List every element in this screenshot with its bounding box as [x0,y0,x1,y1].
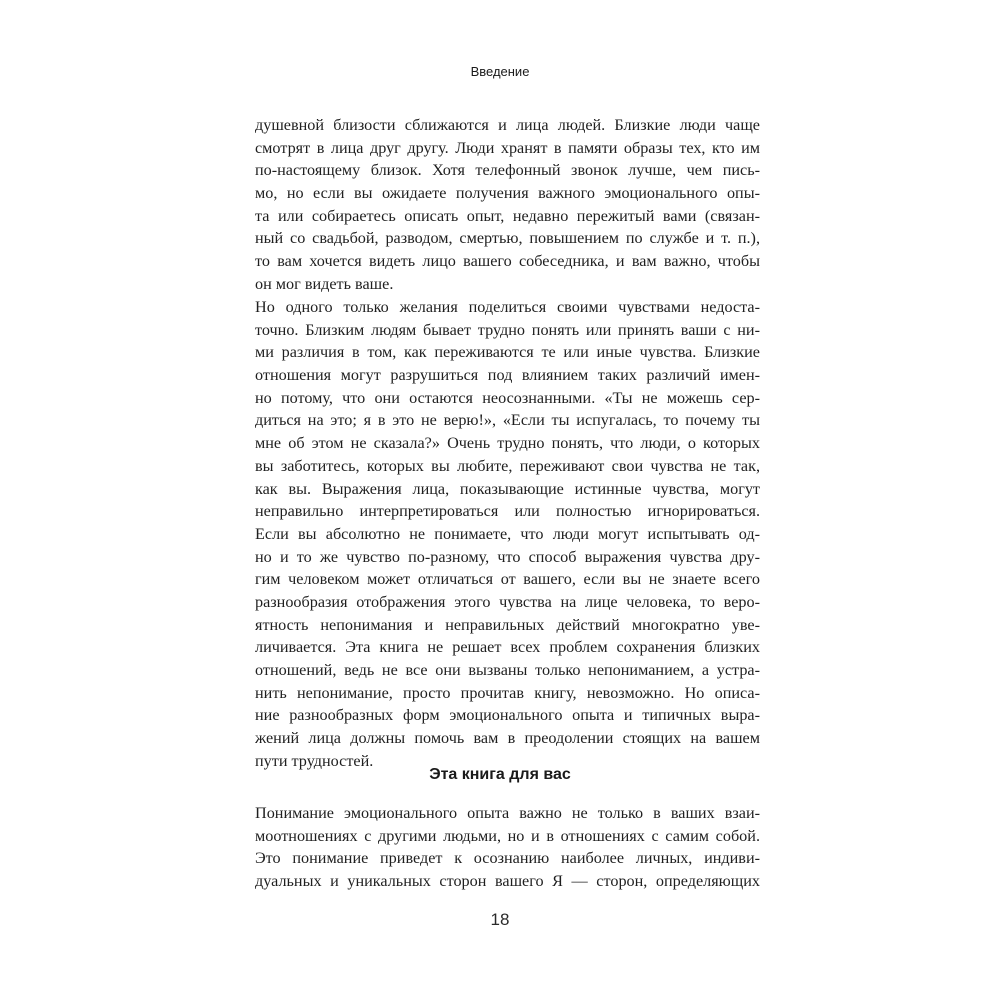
text-line: он мог видеть ваше. [255,274,394,293]
text-line: по-настоящему близок. Хотя телефонный звонок лучше, чем пись- [255,161,760,180]
text-line: душевной близости сближаются и лица людей. Близкие люди чаще [255,116,760,134]
text-line: ятность непонимания и неправильных действий многократно уве- [255,615,760,634]
text-line: мне об этом не сказала?» Очень трудно понять, что люди, о которых [255,434,760,453]
text-line: Это понимание приведет к осознанию наиболее личных, индиви- [255,849,760,868]
running-head: Введение [470,64,530,79]
paragraph-2 [255,296,760,772]
text-line: как вы. Выражения лица, показывающие истинные чувства, могут [255,479,760,498]
text-line: но потому, что они остаются неосознанными. «Ты не можешь сер- [255,388,760,407]
text-line: вы заботитесь, которых вы любите, переживают свои чувства не так, [255,456,760,475]
text-line: смотрят в лица друг другу. Люди хранят в памяти образы тех, кто им [255,138,760,157]
text-line: пути трудностей. [255,751,374,770]
page-number: 18 [490,910,510,929]
text-line: нить непонимание, просто прочитав книгу, невозможно. Но описа- [255,683,760,702]
text-line: мо, но если вы ожидаете получения важного эмоционального опы- [255,184,760,203]
paragraph-1 [255,114,760,296]
text-line: жений лица должны помочь вам в преодолении стоящих на вашем [255,729,760,748]
paragraph-3 [255,802,760,893]
text-line: дуальных и уникальных сторон вашего Я — сторон, определяющих [255,872,760,891]
text-line: Если вы абсолютно не понимаете, что люди могут испытывать од- [255,524,760,543]
text-line: ми различия в том, как переживаются те или иные чувства. Близкие [255,343,760,362]
text-line: разнообразия отображения этого чувства на лице человека, то веро- [255,592,760,611]
text-line: отношений, ведь не все они вызваны только непониманием, а устра- [255,661,760,679]
text-line: личивается. Эта книга не решает всех проблем сохранения близких [255,638,760,657]
text-line: то вам хочется видеть лицо вашего собеседника, и вам важно, чтобы [255,252,760,271]
text-line: Но одного только желания поделиться своими чувствами недоста- [255,298,760,316]
text-line: но и то же чувство по-разному, что способ выражения чувства дру- [255,547,760,566]
text-line: диться на это; я в это не верю!», «Если ты испугалась, то почему ты [255,411,760,430]
text-line: неправильно интерпретироваться или полностью игнорироваться. [255,502,760,521]
text-line: точно. Близким людям бывает трудно понять или принять ваши с ни- [255,320,760,339]
text-line: моотношениях с другими людьми, но и в отношениях с самим собой. [255,826,760,845]
text-line: гим человеком может отличаться от вашего, если вы не знаете всего [255,570,760,589]
text-line: Понимание эмоционального опыта важно не только в ваших взаи- [255,804,760,822]
section-heading: Эта книга для вас [429,766,571,783]
text-line: ный со свадьбой, разводом, смертью, повышением по службе и т. п.), [255,229,760,248]
text-line: та или собираетесь описать опыт, недавно пережитый вами (связан- [255,206,760,225]
text-line: отношения могут разрушиться под влиянием таких различий имен- [255,366,760,385]
text-line: ние разнообразных форм эмоционального опыта и типичных выра- [255,706,760,725]
